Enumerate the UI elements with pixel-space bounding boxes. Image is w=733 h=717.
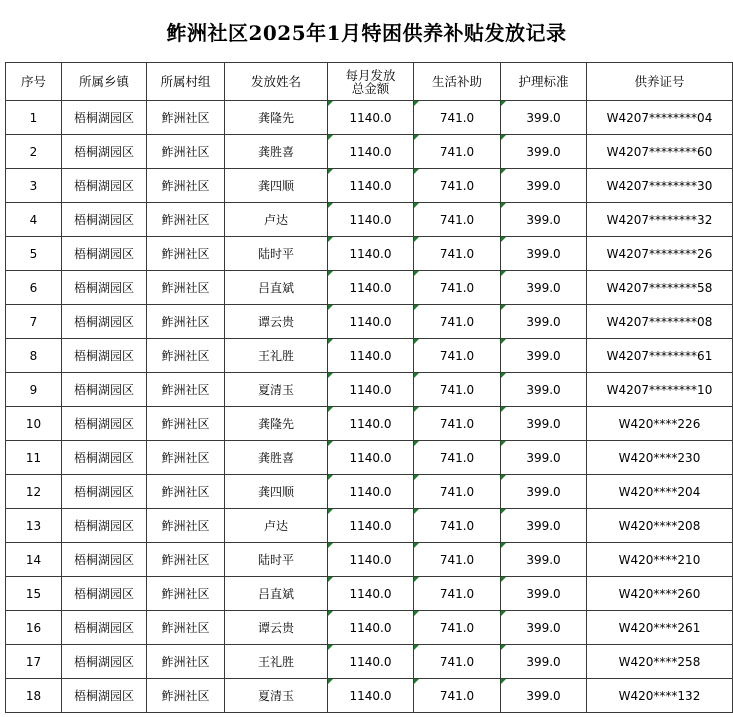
cell-living-allowance[interactable]: 741.0 [414,305,501,339]
cell-marker-icon [414,203,419,208]
subsidy-table [5,62,733,713]
cell-marker-icon [414,305,419,310]
cell-living-allowance[interactable]: 741.0 [414,509,501,543]
cell-marker-icon [501,407,506,412]
header-row [6,63,733,101]
cell-seq[interactable]: 2 [6,135,62,169]
cell-name[interactable]: 卢达 [225,203,328,237]
cell-care-standard[interactable]: 399.0 [501,169,587,203]
cell-village[interactable]: 鲊洲社区 [147,577,225,611]
cell-monthly-total[interactable]: 1140.0 [328,237,414,271]
cell-seq[interactable]: 3 [6,169,62,203]
cell-certificate-no[interactable]: W4207********08 [587,305,733,339]
cell-village[interactable]: 鲊洲社区 [147,407,225,441]
cell-name[interactable]: 龚四顺 [225,475,328,509]
cell-certificate-no[interactable]: W4207********04 [587,101,733,135]
table-row [6,645,733,679]
table-row [6,237,733,271]
cell-marker-icon [328,373,333,378]
cell-township[interactable]: 梧桐湖园区 [62,679,147,713]
cell-marker-icon [501,373,506,378]
cell-marker-icon [328,101,333,106]
cell-certificate-no[interactable]: W420****208 [587,509,733,543]
cell-marker-icon [328,339,333,344]
cell-township[interactable]: 梧桐湖园区 [62,305,147,339]
cell-marker-icon [501,577,506,582]
cell-marker-icon [414,441,419,446]
cell-certificate-no[interactable]: W4207********60 [587,135,733,169]
cell-seq[interactable]: 6 [6,271,62,305]
cell-seq[interactable]: 14 [6,543,62,577]
table-row [6,305,733,339]
cell-monthly-total[interactable]: 1140.0 [328,407,414,441]
cell-living-allowance[interactable]: 741.0 [414,577,501,611]
table-row [6,679,733,713]
cell-village[interactable]: 鲊洲社区 [147,373,225,407]
cell-township[interactable]: 梧桐湖园区 [62,339,147,373]
cell-monthly-total[interactable]: 1140.0 [328,645,414,679]
cell-marker-icon [501,441,506,446]
cell-seq[interactable]: 13 [6,509,62,543]
cell-marker-icon [414,407,419,412]
cell-care-standard[interactable]: 399.0 [501,373,587,407]
cell-marker-icon [328,305,333,310]
cell-living-allowance[interactable]: 741.0 [414,373,501,407]
cell-living-allowance[interactable]: 741.0 [414,475,501,509]
table-row [6,577,733,611]
cell-certificate-no[interactable]: W420****258 [587,645,733,679]
cell-seq[interactable]: 10 [6,407,62,441]
cell-certificate-no[interactable]: W420****226 [587,407,733,441]
cell-name[interactable]: 谭云贵 [225,611,328,645]
cell-care-standard[interactable]: 399.0 [501,237,587,271]
table-row [6,169,733,203]
table-row [6,271,733,305]
cell-name[interactable]: 夏清玉 [225,679,328,713]
cell-monthly-total[interactable]: 1140.0 [328,373,414,407]
cell-township[interactable]: 梧桐湖园区 [62,441,147,475]
table-row [6,509,733,543]
cell-village[interactable]: 鲊洲社区 [147,543,225,577]
cell-name[interactable]: 龚四顺 [225,169,328,203]
cell-monthly-total[interactable]: 1140.0 [328,339,414,373]
cell-monthly-total[interactable]: 1140.0 [328,679,414,713]
cell-marker-icon [414,577,419,582]
cell-seq[interactable]: 7 [6,305,62,339]
cell-marker-icon [414,271,419,276]
cell-marker-icon [414,679,419,684]
cell-certificate-no[interactable]: W420****132 [587,679,733,713]
cell-marker-icon [414,237,419,242]
page-title: 鲊洲社区2025年1月特困供养补贴发放记录 [166,20,567,45]
cell-village[interactable]: 鲊洲社区 [147,475,225,509]
cell-certificate-no[interactable]: W4207********32 [587,203,733,237]
table-row [6,611,733,645]
cell-living-allowance[interactable]: 741.0 [414,135,501,169]
cell-name[interactable]: 龚胜喜 [225,135,328,169]
cell-village[interactable]: 鲊洲社区 [147,679,225,713]
cell-marker-icon [328,645,333,650]
cell-village[interactable]: 鲊洲社区 [147,135,225,169]
cell-name[interactable]: 陆时平 [225,543,328,577]
cell-name[interactable]: 龚隆先 [225,407,328,441]
cell-seq[interactable]: 15 [6,577,62,611]
cell-living-allowance[interactable]: 741.0 [414,203,501,237]
cell-marker-icon [414,475,419,480]
cell-marker-icon [414,509,419,514]
table-row [6,101,733,135]
cell-care-standard[interactable]: 399.0 [501,543,587,577]
cell-marker-icon [501,203,506,208]
cell-monthly-total[interactable]: 1140.0 [328,135,414,169]
cell-care-standard[interactable]: 399.0 [501,271,587,305]
cell-marker-icon [501,543,506,548]
table-row [6,339,733,373]
cell-care-standard[interactable]: 399.0 [501,679,587,713]
header-monthly-total[interactable]: 每月发放 总金额 [328,63,414,101]
cell-monthly-total[interactable]: 1140.0 [328,305,414,339]
cell-marker-icon [328,543,333,548]
table-row [6,135,733,169]
cell-care-standard[interactable]: 399.0 [501,509,587,543]
cell-marker-icon [328,611,333,616]
cell-monthly-total[interactable]: 1140.0 [328,271,414,305]
cell-seq[interactable]: 5 [6,237,62,271]
cell-marker-icon [501,237,506,242]
cell-seq[interactable]: 8 [6,339,62,373]
cell-seq[interactable]: 17 [6,645,62,679]
cell-township[interactable]: 梧桐湖园区 [62,203,147,237]
cell-marker-icon [414,543,419,548]
cell-care-standard[interactable]: 399.0 [501,101,587,135]
cell-township[interactable]: 梧桐湖园区 [62,373,147,407]
cell-monthly-total[interactable]: 1140.0 [328,441,414,475]
cell-township[interactable]: 梧桐湖园区 [62,407,147,441]
cell-township[interactable]: 梧桐湖园区 [62,475,147,509]
table-row [6,407,733,441]
cell-township[interactable]: 梧桐湖园区 [62,169,147,203]
header-township[interactable]: 所属乡镇 [62,63,147,101]
cell-village[interactable]: 鲊洲社区 [147,101,225,135]
cell-living-allowance[interactable]: 741.0 [414,441,501,475]
cell-care-standard[interactable]: 399.0 [501,339,587,373]
cell-care-standard[interactable]: 399.0 [501,305,587,339]
cell-monthly-total[interactable]: 1140.0 [328,577,414,611]
cell-marker-icon [414,169,419,174]
cell-seq[interactable]: 16 [6,611,62,645]
cell-living-allowance[interactable]: 741.0 [414,101,501,135]
table-row [6,373,733,407]
cell-marker-icon [328,203,333,208]
cell-certificate-no[interactable]: W4207********58 [587,271,733,305]
cell-marker-icon [328,441,333,446]
cell-marker-icon [501,135,506,140]
cell-village[interactable]: 鲊洲社区 [147,509,225,543]
cell-monthly-total[interactable]: 1140.0 [328,475,414,509]
table-row [6,543,733,577]
cell-marker-icon [501,271,506,276]
cell-care-standard[interactable]: 399.0 [501,203,587,237]
cell-marker-icon [328,237,333,242]
cell-name[interactable]: 王礼胜 [225,645,328,679]
cell-marker-icon [501,611,506,616]
cell-name[interactable]: 谭云贵 [225,305,328,339]
cell-marker-icon [414,645,419,650]
cell-name[interactable]: 龚胜喜 [225,441,328,475]
cell-village[interactable]: 鲊洲社区 [147,237,225,271]
cell-marker-icon [501,101,506,106]
cell-care-standard[interactable]: 399.0 [501,475,587,509]
cell-seq[interactable]: 18 [6,679,62,713]
table-row [6,441,733,475]
cell-marker-icon [328,577,333,582]
cell-marker-icon [328,475,333,480]
cell-township[interactable]: 梧桐湖园区 [62,543,147,577]
cell-township[interactable]: 梧桐湖园区 [62,135,147,169]
cell-marker-icon [328,271,333,276]
cell-township[interactable]: 梧桐湖园区 [62,237,147,271]
cell-name[interactable]: 王礼胜 [225,339,328,373]
cell-seq[interactable]: 12 [6,475,62,509]
cell-township[interactable]: 梧桐湖园区 [62,645,147,679]
cell-marker-icon [501,645,506,650]
cell-seq[interactable]: 1 [6,101,62,135]
cell-care-standard[interactable]: 399.0 [501,577,587,611]
cell-living-allowance[interactable]: 741.0 [414,237,501,271]
cell-marker-icon [328,509,333,514]
cell-township[interactable]: 梧桐湖园区 [62,271,147,305]
cell-township[interactable]: 梧桐湖园区 [62,101,147,135]
cell-monthly-total[interactable]: 1140.0 [328,169,414,203]
header-certificate-no[interactable]: 供养证号 [587,63,733,101]
table-row [6,203,733,237]
cell-monthly-total[interactable]: 1140.0 [328,611,414,645]
header-seq[interactable]: 序号 [6,63,62,101]
cell-village[interactable]: 鲊洲社区 [147,305,225,339]
cell-village[interactable]: 鲊洲社区 [147,203,225,237]
cell-marker-icon [328,407,333,412]
cell-care-standard[interactable]: 399.0 [501,135,587,169]
cell-village[interactable]: 鲊洲社区 [147,645,225,679]
header-name[interactable]: 发放姓名 [225,63,328,101]
cell-marker-icon [414,339,419,344]
cell-marker-icon [414,373,419,378]
cell-name[interactable]: 吕直斌 [225,271,328,305]
cell-certificate-no[interactable]: W420****230 [587,441,733,475]
cell-township[interactable]: 梧桐湖园区 [62,577,147,611]
cell-monthly-total[interactable]: 1140.0 [328,101,414,135]
cell-seq[interactable]: 4 [6,203,62,237]
cell-marker-icon [414,101,419,106]
cell-care-standard[interactable]: 399.0 [501,441,587,475]
cell-marker-icon [501,679,506,684]
cell-marker-icon [328,169,333,174]
table-row [6,475,733,509]
cell-name[interactable]: 龚隆先 [225,101,328,135]
cell-certificate-no[interactable]: W420****210 [587,543,733,577]
cell-care-standard[interactable]: 399.0 [501,611,587,645]
cell-marker-icon [501,475,506,480]
cell-living-allowance[interactable]: 741.0 [414,645,501,679]
cell-village[interactable]: 鲊洲社区 [147,339,225,373]
cell-certificate-no[interactable]: W420****204 [587,475,733,509]
cell-name[interactable]: 陆时平 [225,237,328,271]
cell-marker-icon [414,135,419,140]
header-village[interactable]: 所属村组 [147,63,225,101]
cell-monthly-total[interactable]: 1140.0 [328,543,414,577]
cell-village[interactable]: 鲊洲社区 [147,169,225,203]
cell-monthly-total[interactable]: 1140.0 [328,509,414,543]
header-care-standard[interactable]: 护理标准 [501,63,587,101]
cell-village[interactable]: 鲊洲社区 [147,271,225,305]
cell-certificate-no[interactable]: W420****261 [587,611,733,645]
cell-seq[interactable]: 11 [6,441,62,475]
cell-marker-icon [501,305,506,310]
cell-name[interactable]: 卢达 [225,509,328,543]
cell-living-allowance[interactable]: 741.0 [414,543,501,577]
cell-certificate-no[interactable]: W4207********30 [587,169,733,203]
cell-marker-icon [501,169,506,174]
cell-marker-icon [501,509,506,514]
cell-marker-icon [328,679,333,684]
cell-certificate-no[interactable]: W420****260 [587,577,733,611]
cell-living-allowance[interactable]: 741.0 [414,407,501,441]
cell-marker-icon [414,611,419,616]
cell-certificate-no[interactable]: W4207********61 [587,339,733,373]
cell-certificate-no[interactable]: W4207********10 [587,373,733,407]
cell-living-allowance[interactable]: 741.0 [414,169,501,203]
cell-monthly-total[interactable]: 1140.0 [328,203,414,237]
cell-living-allowance[interactable]: 741.0 [414,271,501,305]
cell-care-standard[interactable]: 399.0 [501,645,587,679]
cell-village[interactable]: 鲊洲社区 [147,441,225,475]
cell-living-allowance[interactable]: 741.0 [414,611,501,645]
header-living-allowance[interactable]: 生活补助 [414,63,501,101]
cell-living-allowance[interactable]: 741.0 [414,339,501,373]
cell-village[interactable]: 鲊洲社区 [147,611,225,645]
cell-seq[interactable]: 9 [6,373,62,407]
cell-certificate-no[interactable]: W4207********26 [587,237,733,271]
cell-township[interactable]: 梧桐湖园区 [62,611,147,645]
cell-name[interactable]: 夏清玉 [225,373,328,407]
cell-township[interactable]: 梧桐湖园区 [62,509,147,543]
cell-living-allowance[interactable]: 741.0 [414,679,501,713]
cell-marker-icon [501,339,506,344]
cell-care-standard[interactable]: 399.0 [501,407,587,441]
cell-name[interactable]: 吕直斌 [225,577,328,611]
cell-marker-icon [328,135,333,140]
